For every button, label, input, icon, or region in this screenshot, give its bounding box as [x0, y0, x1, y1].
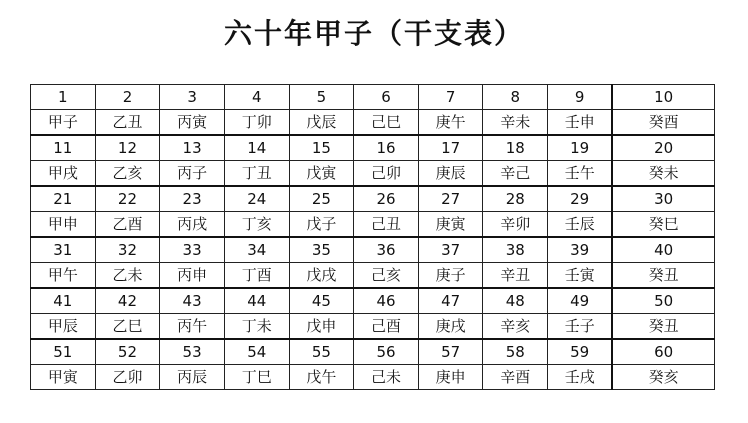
year-number-cell: 54	[224, 339, 289, 365]
year-number-cell: 9	[548, 85, 613, 110]
year-number-cell: 14	[224, 135, 289, 161]
year-number-cell: 29	[548, 186, 613, 212]
ganzhi-name-cell: 己未	[354, 365, 419, 390]
ganzhi-name-cell: 戊午	[289, 365, 354, 390]
ganzhi-name-cell: 庚子	[418, 263, 483, 289]
year-number-cell: 22	[95, 186, 160, 212]
ganzhi-name-cell: 丙子	[160, 161, 225, 187]
ganzhi-name-cell: 辛未	[483, 110, 548, 136]
year-number-cell: 32	[95, 237, 160, 263]
ganzhi-name-cell: 丁酉	[224, 263, 289, 289]
number-row	[31, 339, 715, 365]
number-row	[31, 186, 715, 212]
ganzhi-name-cell: 乙未	[95, 263, 160, 289]
ganzhi-table-body	[31, 85, 715, 390]
year-number-cell: 57	[418, 339, 483, 365]
ganzhi-name-cell: 丙寅	[160, 110, 225, 136]
year-number-cell: 33	[160, 237, 225, 263]
year-number-cell: 40	[612, 237, 714, 263]
year-number-cell: 60	[612, 339, 714, 365]
year-number-cell: 59	[548, 339, 613, 365]
ganzhi-name-cell: 乙亥	[95, 161, 160, 187]
ganzhi-row	[31, 365, 715, 390]
ganzhi-name-cell: 壬辰	[548, 212, 613, 238]
year-number-cell: 49	[548, 288, 613, 314]
year-number-cell: 7	[418, 85, 483, 110]
ganzhi-name-cell: 癸未	[612, 161, 714, 187]
ganzhi-row	[31, 212, 715, 238]
ganzhi-name-cell: 庚午	[418, 110, 483, 136]
ganzhi-name-cell: 癸巳	[612, 212, 714, 238]
ganzhi-name-cell: 辛丑	[483, 263, 548, 289]
year-number-cell: 8	[483, 85, 548, 110]
year-number-cell: 55	[289, 339, 354, 365]
ganzhi-name-cell: 甲子	[31, 110, 96, 136]
year-number-cell: 36	[354, 237, 419, 263]
ganzhi-name-cell: 戊子	[289, 212, 354, 238]
year-number-cell: 48	[483, 288, 548, 314]
ganzhi-row	[31, 161, 715, 187]
ganzhi-name-cell: 戊辰	[289, 110, 354, 136]
ganzhi-name-cell: 庚戌	[418, 314, 483, 340]
year-number-cell: 41	[31, 288, 96, 314]
ganzhi-name-cell: 壬申	[548, 110, 613, 136]
year-number-cell: 10	[612, 85, 714, 110]
ganzhi-name-cell: 壬寅	[548, 263, 613, 289]
ganzhi-name-cell: 乙丑	[95, 110, 160, 136]
ganzhi-name-cell: 乙卯	[95, 365, 160, 390]
ganzhi-name-cell: 丙戌	[160, 212, 225, 238]
ganzhi-row	[31, 263, 715, 289]
year-number-cell: 56	[354, 339, 419, 365]
year-number-cell: 13	[160, 135, 225, 161]
ganzhi-name-cell: 庚辰	[418, 161, 483, 187]
year-number-cell: 34	[224, 237, 289, 263]
ganzhi-name-cell: 壬午	[548, 161, 613, 187]
year-number-cell: 25	[289, 186, 354, 212]
year-number-cell: 5	[289, 85, 354, 110]
year-number-cell: 2	[95, 85, 160, 110]
year-number-cell: 6	[354, 85, 419, 110]
year-number-cell: 24	[224, 186, 289, 212]
ganzhi-name-cell: 庚申	[418, 365, 483, 390]
year-number-cell: 30	[612, 186, 714, 212]
ganzhi-name-cell: 己亥	[354, 263, 419, 289]
year-number-cell: 4	[224, 85, 289, 110]
year-number-cell: 3	[160, 85, 225, 110]
ganzhi-name-cell: 癸酉	[612, 110, 714, 136]
ganzhi-name-cell: 丁丑	[224, 161, 289, 187]
year-number-cell: 20	[612, 135, 714, 161]
number-row	[31, 237, 715, 263]
ganzhi-name-cell: 癸亥	[612, 365, 714, 390]
ganzhi-name-cell: 甲辰	[31, 314, 96, 340]
ganzhi-name-cell: 戊戌	[289, 263, 354, 289]
year-number-cell: 51	[31, 339, 96, 365]
year-number-cell: 1	[31, 85, 96, 110]
number-row	[31, 135, 715, 161]
ganzhi-name-cell: 甲戌	[31, 161, 96, 187]
year-number-cell: 39	[548, 237, 613, 263]
ganzhi-name-cell: 戊寅	[289, 161, 354, 187]
year-number-cell: 37	[418, 237, 483, 263]
year-number-cell: 26	[354, 186, 419, 212]
year-number-cell: 21	[31, 186, 96, 212]
ganzhi-row	[31, 110, 715, 136]
year-number-cell: 44	[224, 288, 289, 314]
ganzhi-name-cell: 丁卯	[224, 110, 289, 136]
ganzhi-name-cell: 乙巳	[95, 314, 160, 340]
ganzhi-row	[31, 314, 715, 340]
year-number-cell: 12	[95, 135, 160, 161]
page-title: 六十年甲子（干支表）	[223, 17, 524, 50]
ganzhi-name-cell: 丙午	[160, 314, 225, 340]
ganzhi-name-cell: 壬戌	[548, 365, 613, 390]
ganzhi-name-cell: 辛己	[483, 161, 548, 187]
ganzhi-name-cell: 乙酉	[95, 212, 160, 238]
ganzhi-name-cell: 甲申	[31, 212, 96, 238]
year-number-cell: 27	[418, 186, 483, 212]
ganzhi-name-cell: 辛酉	[483, 365, 548, 390]
year-number-cell: 19	[548, 135, 613, 161]
ganzhi-name-cell: 戊申	[289, 314, 354, 340]
ganzhi-name-cell: 辛亥	[483, 314, 548, 340]
year-number-cell: 50	[612, 288, 714, 314]
ganzhi-name-cell: 丙申	[160, 263, 225, 289]
year-number-cell: 38	[483, 237, 548, 263]
ganzhi-name-cell: 丙辰	[160, 365, 225, 390]
year-number-cell: 23	[160, 186, 225, 212]
year-number-cell: 42	[95, 288, 160, 314]
ganzhi-name-cell: 己巳	[354, 110, 419, 136]
ganzhi-name-cell: 丁巳	[224, 365, 289, 390]
year-number-cell: 52	[95, 339, 160, 365]
year-number-cell: 16	[354, 135, 419, 161]
year-number-cell: 11	[31, 135, 96, 161]
ganzhi-name-cell: 甲午	[31, 263, 96, 289]
year-number-cell: 15	[289, 135, 354, 161]
ganzhi-name-cell: 己酉	[354, 314, 419, 340]
year-number-cell: 43	[160, 288, 225, 314]
ganzhi-name-cell: 丁未	[224, 314, 289, 340]
ganzhi-name-cell: 丁亥	[224, 212, 289, 238]
number-row	[31, 288, 715, 314]
ganzhi-name-cell: 壬子	[548, 314, 613, 340]
year-number-cell: 46	[354, 288, 419, 314]
ganzhi-name-cell: 甲寅	[31, 365, 96, 390]
ganzhi-name-cell: 癸丑	[612, 314, 714, 340]
ganzhi-name-cell: 己卯	[354, 161, 419, 187]
ganzhi-name-cell: 癸丑	[612, 263, 714, 289]
year-number-cell: 47	[418, 288, 483, 314]
year-number-cell: 58	[483, 339, 548, 365]
year-number-cell: 53	[160, 339, 225, 365]
year-number-cell: 18	[483, 135, 548, 161]
ganzhi-name-cell: 辛卯	[483, 212, 548, 238]
year-number-cell: 17	[418, 135, 483, 161]
year-number-cell: 28	[483, 186, 548, 212]
ganzhi-name-cell: 庚寅	[418, 212, 483, 238]
ganzhi-name-cell: 己丑	[354, 212, 419, 238]
year-number-cell: 45	[289, 288, 354, 314]
year-number-cell: 31	[31, 237, 96, 263]
year-number-cell: 35	[289, 237, 354, 263]
number-row	[31, 85, 715, 110]
ganzhi-table	[30, 84, 715, 390]
